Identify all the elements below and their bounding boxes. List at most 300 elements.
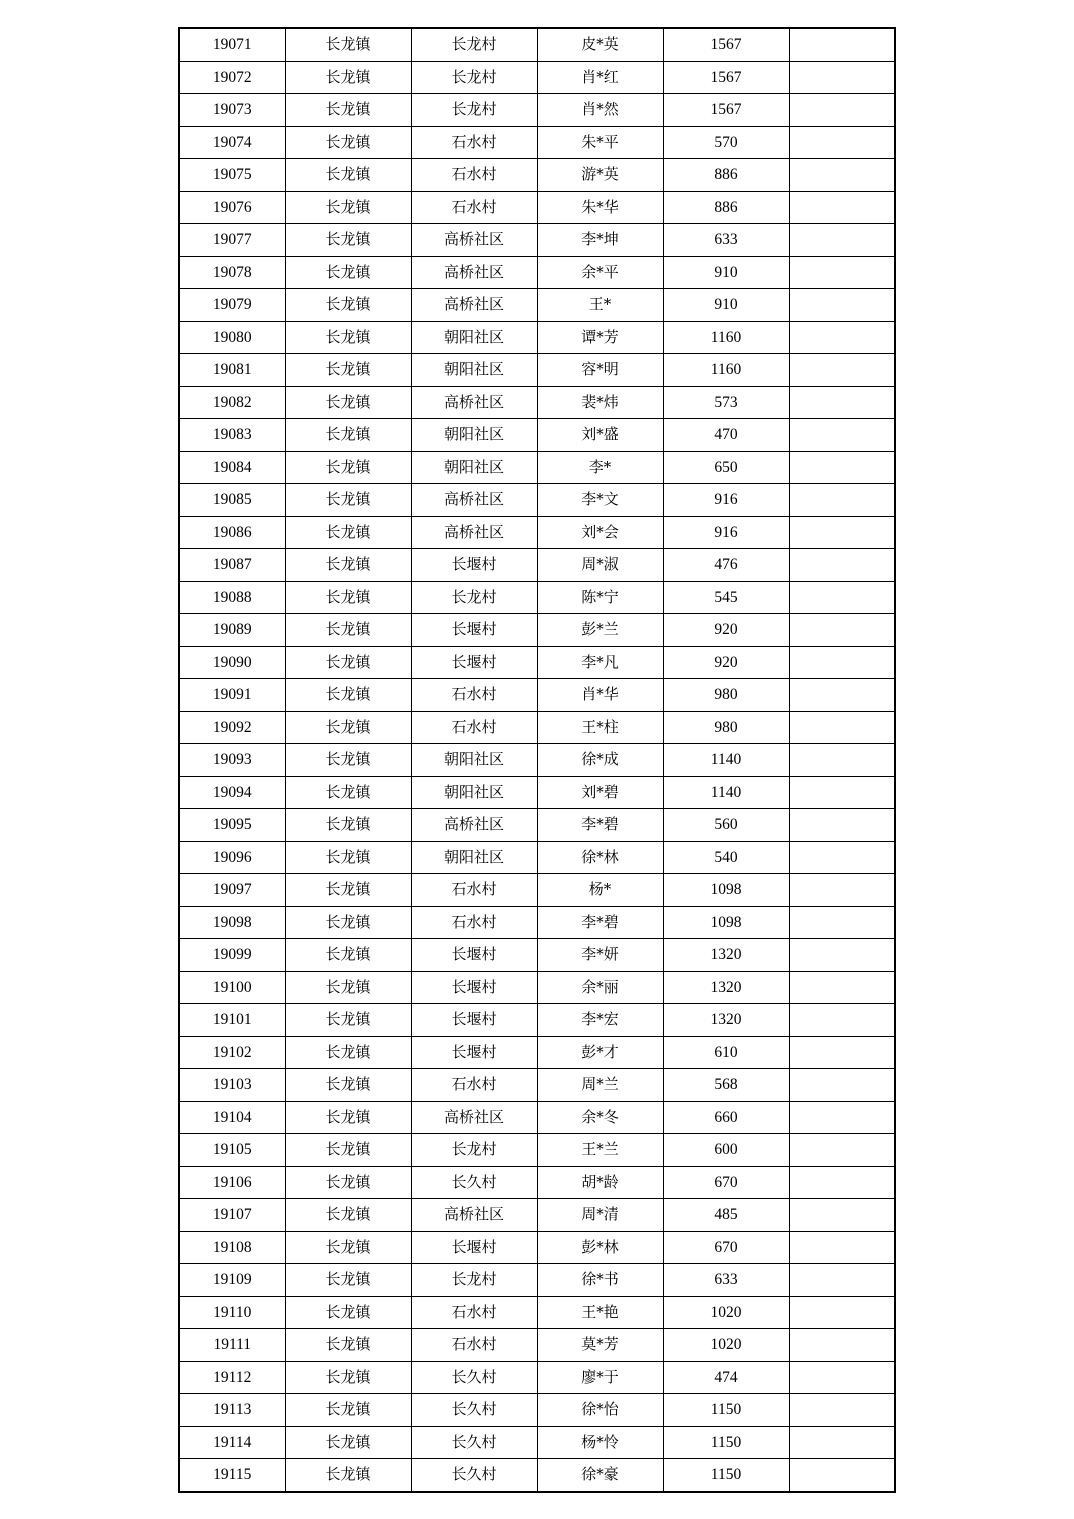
row-id-cell: 19109 [179,1264,285,1297]
remark-cell [789,1134,895,1167]
remark-cell [789,419,895,452]
table-row [179,809,895,842]
amount-cell: 670 [663,1166,789,1199]
remark-cell [789,1069,895,1102]
amount-cell: 980 [663,711,789,744]
remark-cell [789,126,895,159]
row-id-cell: 19111 [179,1329,285,1362]
remark-cell [789,679,895,712]
name-cell: 李*凡 [537,646,663,679]
village-cell: 石水村 [411,711,537,744]
town-cell: 长龙镇 [285,354,411,387]
table-row [179,614,895,647]
amount-cell: 1150 [663,1394,789,1427]
amount-cell: 568 [663,1069,789,1102]
remark-cell [789,289,895,322]
table-row [179,1264,895,1297]
row-id-cell: 19072 [179,61,285,94]
village-cell: 朝阳社区 [411,744,537,777]
table-row [179,289,895,322]
town-cell: 长龙镇 [285,191,411,224]
village-cell: 长龙村 [411,1264,537,1297]
town-cell: 长龙镇 [285,321,411,354]
village-cell: 石水村 [411,1329,537,1362]
remark-cell [789,159,895,192]
remark-cell [789,354,895,387]
village-cell: 石水村 [411,191,537,224]
row-id-cell: 19106 [179,1166,285,1199]
remark-cell [789,711,895,744]
table-row [179,1069,895,1102]
table-row [179,906,895,939]
village-cell: 长堰村 [411,1036,537,1069]
name-cell: 余*丽 [537,971,663,1004]
remark-cell [789,581,895,614]
amount-cell: 1020 [663,1329,789,1362]
amount-cell: 916 [663,516,789,549]
amount-cell: 570 [663,126,789,159]
town-cell: 长龙镇 [285,94,411,127]
name-cell: 余*冬 [537,1101,663,1134]
table-row [179,516,895,549]
table-row [179,1166,895,1199]
amount-cell: 886 [663,191,789,224]
amount-cell: 540 [663,841,789,874]
town-cell: 长龙镇 [285,1199,411,1232]
name-cell: 徐*豪 [537,1459,663,1492]
remark-cell [789,744,895,777]
amount-cell: 1320 [663,971,789,1004]
remark-cell [789,1361,895,1394]
town-cell: 长龙镇 [285,906,411,939]
remark-cell [789,809,895,842]
table-row [179,1231,895,1264]
row-id-cell: 19101 [179,1004,285,1037]
row-id-cell: 19073 [179,94,285,127]
table-row [179,776,895,809]
remark-cell [789,1004,895,1037]
amount-cell: 470 [663,419,789,452]
table-row [179,256,895,289]
table-row [179,61,895,94]
village-cell: 长龙村 [411,94,537,127]
table-row [179,1361,895,1394]
village-cell: 石水村 [411,126,537,159]
name-cell: 彭*才 [537,1036,663,1069]
table-row [179,744,895,777]
table-row [179,646,895,679]
name-cell: 李* [537,451,663,484]
village-cell: 长龙村 [411,61,537,94]
row-id-cell: 19115 [179,1459,285,1492]
row-id-cell: 19090 [179,646,285,679]
amount-cell: 485 [663,1199,789,1232]
town-cell: 长龙镇 [285,744,411,777]
amount-cell: 916 [663,484,789,517]
village-cell: 高桥社区 [411,386,537,419]
row-id-cell: 19093 [179,744,285,777]
village-cell: 长龙村 [411,28,537,61]
remark-cell [789,1264,895,1297]
remark-cell [789,874,895,907]
table-row [179,679,895,712]
name-cell: 莫*芳 [537,1329,663,1362]
amount-cell: 886 [663,159,789,192]
village-cell: 长龙村 [411,581,537,614]
name-cell: 陈*宁 [537,581,663,614]
table-row [179,1101,895,1134]
table-row [179,354,895,387]
town-cell: 长龙镇 [285,61,411,94]
amount-cell: 1320 [663,1004,789,1037]
remark-cell [789,776,895,809]
amount-cell: 476 [663,549,789,582]
name-cell: 徐*书 [537,1264,663,1297]
row-id-cell: 19104 [179,1101,285,1134]
row-id-cell: 19082 [179,386,285,419]
town-cell: 长龙镇 [285,581,411,614]
remark-cell [789,1394,895,1427]
remark-cell [789,1296,895,1329]
row-id-cell: 19114 [179,1426,285,1459]
table-row [179,191,895,224]
village-cell: 高桥社区 [411,289,537,322]
amount-cell: 1098 [663,906,789,939]
name-cell: 朱*平 [537,126,663,159]
village-cell: 石水村 [411,159,537,192]
table-row [179,1134,895,1167]
town-cell: 长龙镇 [285,874,411,907]
row-id-cell: 19096 [179,841,285,874]
name-cell: 王*柱 [537,711,663,744]
name-cell: 李*碧 [537,906,663,939]
town-cell: 长龙镇 [285,679,411,712]
amount-cell: 573 [663,386,789,419]
row-id-cell: 19099 [179,939,285,972]
name-cell: 刘*碧 [537,776,663,809]
town-cell: 长龙镇 [285,646,411,679]
name-cell: 皮*英 [537,28,663,61]
row-id-cell: 19081 [179,354,285,387]
village-cell: 朝阳社区 [411,321,537,354]
table-row [179,419,895,452]
village-cell: 长堰村 [411,939,537,972]
amount-cell: 670 [663,1231,789,1264]
remark-cell [789,906,895,939]
row-id-cell: 19094 [179,776,285,809]
table-row [179,971,895,1004]
town-cell: 长龙镇 [285,776,411,809]
remark-cell [789,321,895,354]
row-id-cell: 19112 [179,1361,285,1394]
town-cell: 长龙镇 [285,386,411,419]
town-cell: 长龙镇 [285,256,411,289]
village-cell: 朝阳社区 [411,841,537,874]
village-cell: 石水村 [411,1296,537,1329]
name-cell: 余*平 [537,256,663,289]
row-id-cell: 19092 [179,711,285,744]
table-row [179,321,895,354]
town-cell: 长龙镇 [285,419,411,452]
amount-cell: 660 [663,1101,789,1134]
name-cell: 游*英 [537,159,663,192]
name-cell: 廖*于 [537,1361,663,1394]
amount-cell: 1098 [663,874,789,907]
remark-cell [789,939,895,972]
name-cell: 李*碧 [537,809,663,842]
table-row [179,386,895,419]
town-cell: 长龙镇 [285,809,411,842]
amount-cell: 1140 [663,776,789,809]
amount-cell: 1567 [663,28,789,61]
town-cell: 长龙镇 [285,1004,411,1037]
table-row [179,1004,895,1037]
village-cell: 朝阳社区 [411,419,537,452]
amount-cell: 1150 [663,1426,789,1459]
table-row [179,1426,895,1459]
village-cell: 朝阳社区 [411,354,537,387]
town-cell: 长龙镇 [285,28,411,61]
row-id-cell: 19105 [179,1134,285,1167]
amount-cell: 1567 [663,61,789,94]
table-row [179,1459,895,1492]
village-cell: 长堰村 [411,971,537,1004]
town-cell: 长龙镇 [285,1329,411,1362]
table-row [179,1036,895,1069]
town-cell: 长龙镇 [285,971,411,1004]
row-id-cell: 19087 [179,549,285,582]
village-cell: 长龙村 [411,1134,537,1167]
name-cell: 刘*盛 [537,419,663,452]
name-cell: 杨*怜 [537,1426,663,1459]
table-row [179,711,895,744]
row-id-cell: 19095 [179,809,285,842]
town-cell: 长龙镇 [285,451,411,484]
village-cell: 长堰村 [411,1004,537,1037]
table-body [179,28,895,1492]
row-id-cell: 19079 [179,289,285,322]
remark-cell [789,1231,895,1264]
amount-cell: 474 [663,1361,789,1394]
name-cell: 徐*成 [537,744,663,777]
town-cell: 长龙镇 [285,711,411,744]
table-row [179,484,895,517]
remark-cell [789,1036,895,1069]
row-id-cell: 19083 [179,419,285,452]
village-cell: 石水村 [411,1069,537,1102]
table-row [179,451,895,484]
town-cell: 长龙镇 [285,1231,411,1264]
table-row [179,1296,895,1329]
remark-cell [789,484,895,517]
amount-cell: 1160 [663,321,789,354]
name-cell: 彭*兰 [537,614,663,647]
village-cell: 石水村 [411,679,537,712]
row-id-cell: 19108 [179,1231,285,1264]
name-cell: 王* [537,289,663,322]
town-cell: 长龙镇 [285,1296,411,1329]
town-cell: 长龙镇 [285,841,411,874]
name-cell: 刘*会 [537,516,663,549]
name-cell: 胡*龄 [537,1166,663,1199]
row-id-cell: 19097 [179,874,285,907]
table-row [179,224,895,257]
row-id-cell: 19100 [179,971,285,1004]
table-row [179,581,895,614]
town-cell: 长龙镇 [285,1426,411,1459]
village-cell: 高桥社区 [411,256,537,289]
table-row [179,939,895,972]
town-cell: 长龙镇 [285,1264,411,1297]
table-row [179,126,895,159]
remark-cell [789,1426,895,1459]
amount-cell: 633 [663,1264,789,1297]
row-id-cell: 19075 [179,159,285,192]
row-id-cell: 19088 [179,581,285,614]
table-row [179,94,895,127]
row-id-cell: 19113 [179,1394,285,1427]
row-id-cell: 19074 [179,126,285,159]
town-cell: 长龙镇 [285,1036,411,1069]
remark-cell [789,94,895,127]
town-cell: 长龙镇 [285,516,411,549]
town-cell: 长龙镇 [285,1394,411,1427]
remark-cell [789,256,895,289]
amount-cell: 1160 [663,354,789,387]
name-cell: 王*兰 [537,1134,663,1167]
village-cell: 长久村 [411,1166,537,1199]
name-cell: 朱*华 [537,191,663,224]
name-cell: 李*文 [537,484,663,517]
town-cell: 长龙镇 [285,549,411,582]
row-id-cell: 19107 [179,1199,285,1232]
row-id-cell: 19084 [179,451,285,484]
village-cell: 长久村 [411,1394,537,1427]
name-cell: 李*妍 [537,939,663,972]
remark-cell [789,646,895,679]
amount-cell: 910 [663,256,789,289]
town-cell: 长龙镇 [285,1166,411,1199]
table-row [179,28,895,61]
amount-cell: 600 [663,1134,789,1167]
amount-cell: 1320 [663,939,789,972]
village-cell: 朝阳社区 [411,451,537,484]
amount-cell: 633 [663,224,789,257]
village-cell: 石水村 [411,874,537,907]
row-id-cell: 19086 [179,516,285,549]
amount-cell: 1567 [663,94,789,127]
table-row [179,1199,895,1232]
town-cell: 长龙镇 [285,939,411,972]
remark-cell [789,971,895,1004]
remark-cell [789,451,895,484]
town-cell: 长龙镇 [285,159,411,192]
name-cell: 李*坤 [537,224,663,257]
remark-cell [789,61,895,94]
village-cell: 高桥社区 [411,516,537,549]
row-id-cell: 19076 [179,191,285,224]
name-cell: 谭*芳 [537,321,663,354]
row-id-cell: 19091 [179,679,285,712]
name-cell: 李*宏 [537,1004,663,1037]
table-row [179,874,895,907]
village-cell: 朝阳社区 [411,776,537,809]
village-cell: 高桥社区 [411,1101,537,1134]
name-cell: 周*淑 [537,549,663,582]
town-cell: 长龙镇 [285,1069,411,1102]
village-cell: 高桥社区 [411,809,537,842]
town-cell: 长龙镇 [285,484,411,517]
town-cell: 长龙镇 [285,224,411,257]
remark-cell [789,224,895,257]
name-cell: 王*艳 [537,1296,663,1329]
remark-cell [789,549,895,582]
town-cell: 长龙镇 [285,1361,411,1394]
amount-cell: 920 [663,614,789,647]
town-cell: 长龙镇 [285,289,411,322]
remark-cell [789,1329,895,1362]
row-id-cell: 19071 [179,28,285,61]
remark-cell [789,614,895,647]
village-cell: 长堰村 [411,549,537,582]
amount-cell: 610 [663,1036,789,1069]
table-row [179,549,895,582]
amount-cell: 1150 [663,1459,789,1492]
village-cell: 石水村 [411,906,537,939]
row-id-cell: 19098 [179,906,285,939]
town-cell: 长龙镇 [285,126,411,159]
name-cell: 肖*红 [537,61,663,94]
row-id-cell: 19078 [179,256,285,289]
village-cell: 高桥社区 [411,224,537,257]
remark-cell [789,841,895,874]
amount-cell: 1020 [663,1296,789,1329]
row-id-cell: 19089 [179,614,285,647]
village-cell: 长堰村 [411,646,537,679]
name-cell: 周*清 [537,1199,663,1232]
village-cell: 长久村 [411,1459,537,1492]
amount-cell: 650 [663,451,789,484]
table-row [179,1329,895,1362]
name-cell: 周*兰 [537,1069,663,1102]
remark-cell [789,386,895,419]
village-cell: 长久村 [411,1361,537,1394]
amount-cell: 560 [663,809,789,842]
row-id-cell: 19102 [179,1036,285,1069]
village-cell: 长堰村 [411,614,537,647]
name-cell: 徐*林 [537,841,663,874]
name-cell: 肖*华 [537,679,663,712]
amount-cell: 545 [663,581,789,614]
town-cell: 长龙镇 [285,1134,411,1167]
remark-cell [789,1101,895,1134]
village-cell: 长堰村 [411,1231,537,1264]
name-cell: 裴*炜 [537,386,663,419]
table-row [179,841,895,874]
amount-cell: 1140 [663,744,789,777]
remark-cell [789,1459,895,1492]
data-table [178,27,896,1493]
amount-cell: 980 [663,679,789,712]
remark-cell [789,516,895,549]
row-id-cell: 19085 [179,484,285,517]
town-cell: 长龙镇 [285,1459,411,1492]
table-row [179,1394,895,1427]
row-id-cell: 19103 [179,1069,285,1102]
village-cell: 高桥社区 [411,484,537,517]
row-id-cell: 19080 [179,321,285,354]
remark-cell [789,1166,895,1199]
